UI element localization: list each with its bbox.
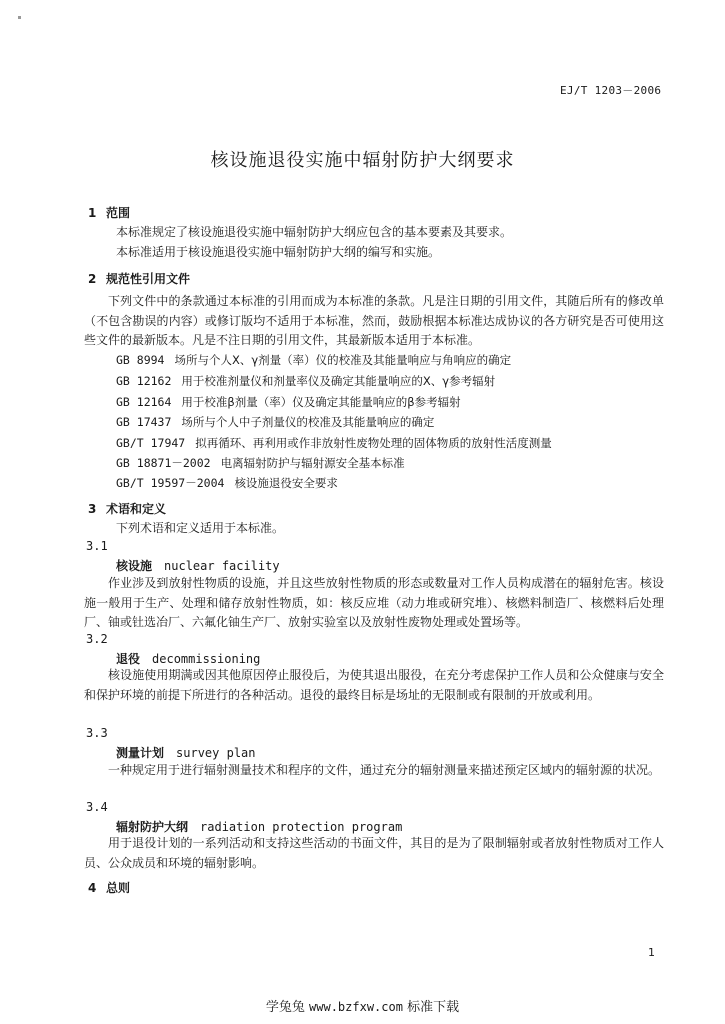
term-heading xyxy=(116,650,260,667)
term-heading xyxy=(116,818,402,835)
standard-code: EJ/T 1203－2006 xyxy=(560,84,662,97)
ref-code: GB 17437 xyxy=(116,415,172,429)
section-title: 总则 xyxy=(106,881,131,895)
paragraph: 下列术语和定义适用于本标准。 xyxy=(116,521,285,535)
section-3-heading xyxy=(88,500,166,517)
term-zh: 测量计划 xyxy=(116,746,165,760)
reference-item xyxy=(116,455,405,471)
ref-code: GB/T 19597－2004 xyxy=(116,476,225,490)
section-number: 3 xyxy=(88,502,97,516)
term-definition: 作业涉及到放射性物质的设施，并且这些放射性物质的形态或数量对工作人员构成潜在的辐射危害。核设施一般用于生产、处理和储存放射性物质，如：核反应堆（动力堆或研究堆）、核燃料制造厂、核燃料后处理厂、铀或钍选冶厂、六氟化铀生产厂、放射实验室以及放射性废物处理或处置场等。 xyxy=(84,576,664,629)
section-title: 规范性引用文件 xyxy=(106,272,191,286)
section-1-heading xyxy=(88,204,130,221)
term-definition: 用于退役计划的一系列活动和支持这些活动的书面文件，其目的是为了限制辐射或者放射性物质对工作人员、公众成员和环境的辐射影响。 xyxy=(84,836,664,870)
term-zh: 核设施 xyxy=(116,559,153,573)
section-title: 术语和定义 xyxy=(106,502,167,516)
footer-url[interactable]: www.bzfxw.com xyxy=(309,1000,403,1014)
term-en: survey plan xyxy=(176,746,256,760)
subsection-number: 3.3 xyxy=(86,726,108,740)
page-number: 1 xyxy=(648,946,655,959)
paragraph: 下列文件中的条款通过本标准的引用而成为本标准的条款。凡是注日期的引用文件，其随后所有的修改单（不包含勘误的内容）或修订版均不适用于本标准，然而，鼓励根据本标准达成协议的各方研究是否可使用这些文件的最新版本。凡是不注日期的引用文件，其最新版本适用于本标准。 xyxy=(84,294,664,347)
ref-title: 场所与个人中子剂量仪的校准及其能量响应的确定 xyxy=(181,415,435,429)
ref-code: GB/T 17947 xyxy=(116,436,186,450)
paragraph: 本标准规定了核设施退役实施中辐射防护大纲应包含的基本要素及其要求。 xyxy=(116,225,513,239)
section-number: 4 xyxy=(88,881,97,895)
section-number: 1 xyxy=(88,206,97,220)
ref-title: 用于校准剂量仪和剂量率仪及确定其能量响应的Χ、γ参考辐射 xyxy=(181,374,496,388)
ref-title: 用于校准β剂量（率）仪及确定其能量响应的β参考辐射 xyxy=(181,395,461,409)
ref-title: 拟再循环、再利用或作非放射性废物处理的固体物质的放射性活度测量 xyxy=(195,436,552,450)
ref-code: GB 12164 xyxy=(116,395,172,409)
footer-watermark xyxy=(0,996,725,1015)
term-en: decommissioning xyxy=(152,652,261,666)
subsection-number: 3.1 xyxy=(86,539,108,553)
term-definition: 核设施使用期满或因其他原因停止服役后，为使其退出服役，在充分考虑保护工作人员和公众健康与安全和保护环境的前提下所进行的各种活动。退役的最终目标是场址的无限制或有限制的开放或利用。 xyxy=(84,668,664,702)
section-number: 2 xyxy=(88,272,97,286)
term-en: nuclear facility xyxy=(164,559,280,573)
reference-item xyxy=(116,352,511,368)
reference-item xyxy=(116,475,338,491)
reference-item xyxy=(116,394,461,410)
paragraph: 本标准适用于核设施退役实施中辐射防护大纲的编写和实施。 xyxy=(116,245,441,259)
ref-title: 场所与个人Χ、γ剂量（率）仪的校准及其能量响应与角响应的确定 xyxy=(174,353,512,367)
ref-title: 电离辐射防护与辐射源安全基本标准 xyxy=(220,456,405,470)
ref-code: GB 8994 xyxy=(116,353,165,367)
term-zh: 退役 xyxy=(116,652,141,666)
term-heading xyxy=(116,557,280,574)
reference-item xyxy=(116,373,495,389)
ref-code: GB 18871－2002 xyxy=(116,456,211,470)
subsection-number: 3.4 xyxy=(86,800,108,814)
section-4-heading xyxy=(88,879,130,896)
page-title: 核设施退役实施中辐射防护大纲要求 xyxy=(210,150,515,171)
section-title: 范围 xyxy=(106,206,131,220)
term-definition: 一种规定用于进行辐射测量技术和程序的文件，通过充分的辐射测量来描述预定区域内的辐射源的状况。 xyxy=(108,763,661,777)
ref-code: GB 12162 xyxy=(116,374,172,388)
section-2-heading xyxy=(88,270,190,287)
reference-item xyxy=(116,414,434,430)
reference-item xyxy=(116,435,552,451)
ref-title: 核设施退役安全要求 xyxy=(234,476,338,490)
scan-speck xyxy=(18,16,21,19)
term-zh: 辐射防护大纲 xyxy=(116,820,189,834)
subsection-number: 3.2 xyxy=(86,632,108,646)
footer-site-name: 学兔兔 xyxy=(265,1000,305,1015)
footer-tagline: 标准下载 xyxy=(407,1000,460,1015)
term-en: radiation protection program xyxy=(200,820,403,834)
term-heading xyxy=(116,744,256,761)
